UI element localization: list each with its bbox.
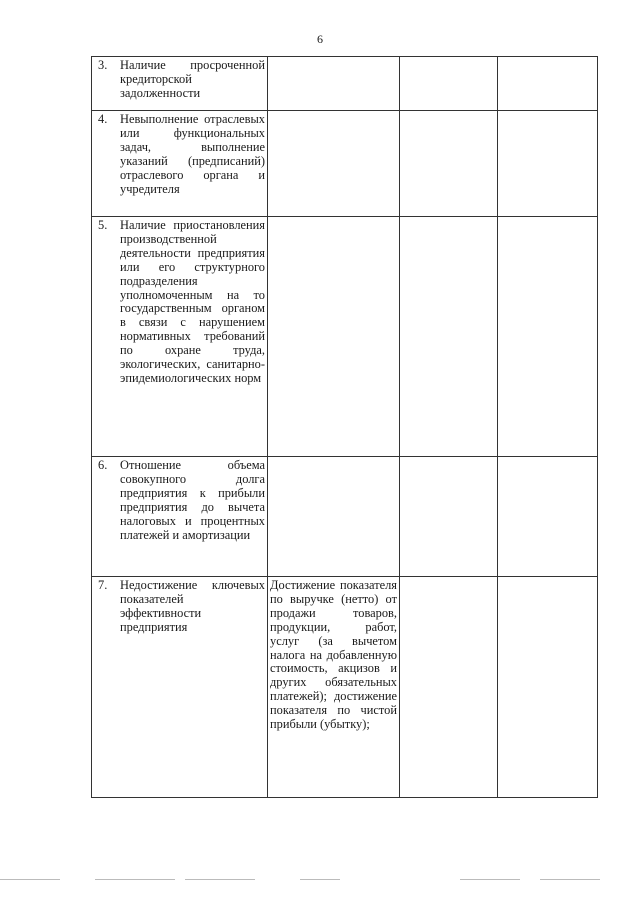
table-cell	[498, 217, 598, 457]
criterion-text: Невыполнение отраслевых или функциональных задач, выполнение указаний (предписаний) отраслевого органа и учредителя	[120, 112, 265, 196]
table-cell	[400, 217, 498, 457]
table-cell	[400, 111, 498, 217]
page-number: 6	[317, 32, 323, 46]
table-row	[92, 457, 598, 577]
criterion-cell	[92, 57, 268, 111]
indicator-cell	[268, 577, 400, 798]
criterion-cell	[92, 457, 268, 577]
table-row	[92, 57, 598, 111]
row-number: 6.	[98, 458, 108, 472]
indicator-text: Достижение показателя по выручке (нетто) от продажи товаров, продукции, работ, услуг (за вычетом налога на добавленную стоимость, акцизов и других обязательных платежей); достижение показателя по чистой прибыли (убытку);	[270, 578, 397, 732]
table-cell	[400, 577, 498, 798]
scan-artifact	[95, 879, 175, 880]
table-cell	[498, 111, 598, 217]
criterion-cell	[92, 111, 268, 217]
table-row	[92, 217, 598, 457]
criterion-cell	[92, 217, 268, 457]
table-row	[92, 111, 598, 217]
table-cell	[498, 577, 598, 798]
row-number: 4.	[98, 112, 108, 126]
criterion-text: Наличие приостановления производственной деятельности предприятия или его структурного подразделения уполномоченным на то государственным органом в связи с нарушением нормативных требований по охране труда, экологических, санитарно-эпидемиологических норм	[120, 218, 265, 385]
table-cell	[268, 457, 400, 577]
table-cell	[400, 57, 498, 111]
table-cell	[400, 457, 498, 577]
scan-artifact	[540, 879, 600, 880]
scan-artifact	[0, 879, 60, 880]
criterion-cell	[92, 577, 268, 798]
row-number: 5.	[98, 218, 108, 232]
criterion-text: Наличие просроченной кредиторской задолженности	[120, 58, 265, 100]
row-number: 7.	[98, 578, 108, 592]
scan-artifact	[185, 879, 255, 880]
table-cell	[268, 217, 400, 457]
criterion-text: Отношение объема совокупного долга предприятия к прибыли предприятия до вычета налоговых и процентных платежей и амортизации	[120, 458, 265, 542]
criteria-table	[91, 56, 598, 798]
table-row	[92, 577, 598, 798]
criterion-text: Недостижение ключевых показателей эффективности предприятия	[120, 578, 265, 634]
scan-artifact	[460, 879, 520, 880]
table-cell	[498, 57, 598, 111]
table-cell	[498, 457, 598, 577]
row-number: 3.	[98, 58, 108, 72]
table-cell	[268, 111, 400, 217]
table-cell	[268, 57, 400, 111]
scan-artifact	[300, 879, 340, 880]
